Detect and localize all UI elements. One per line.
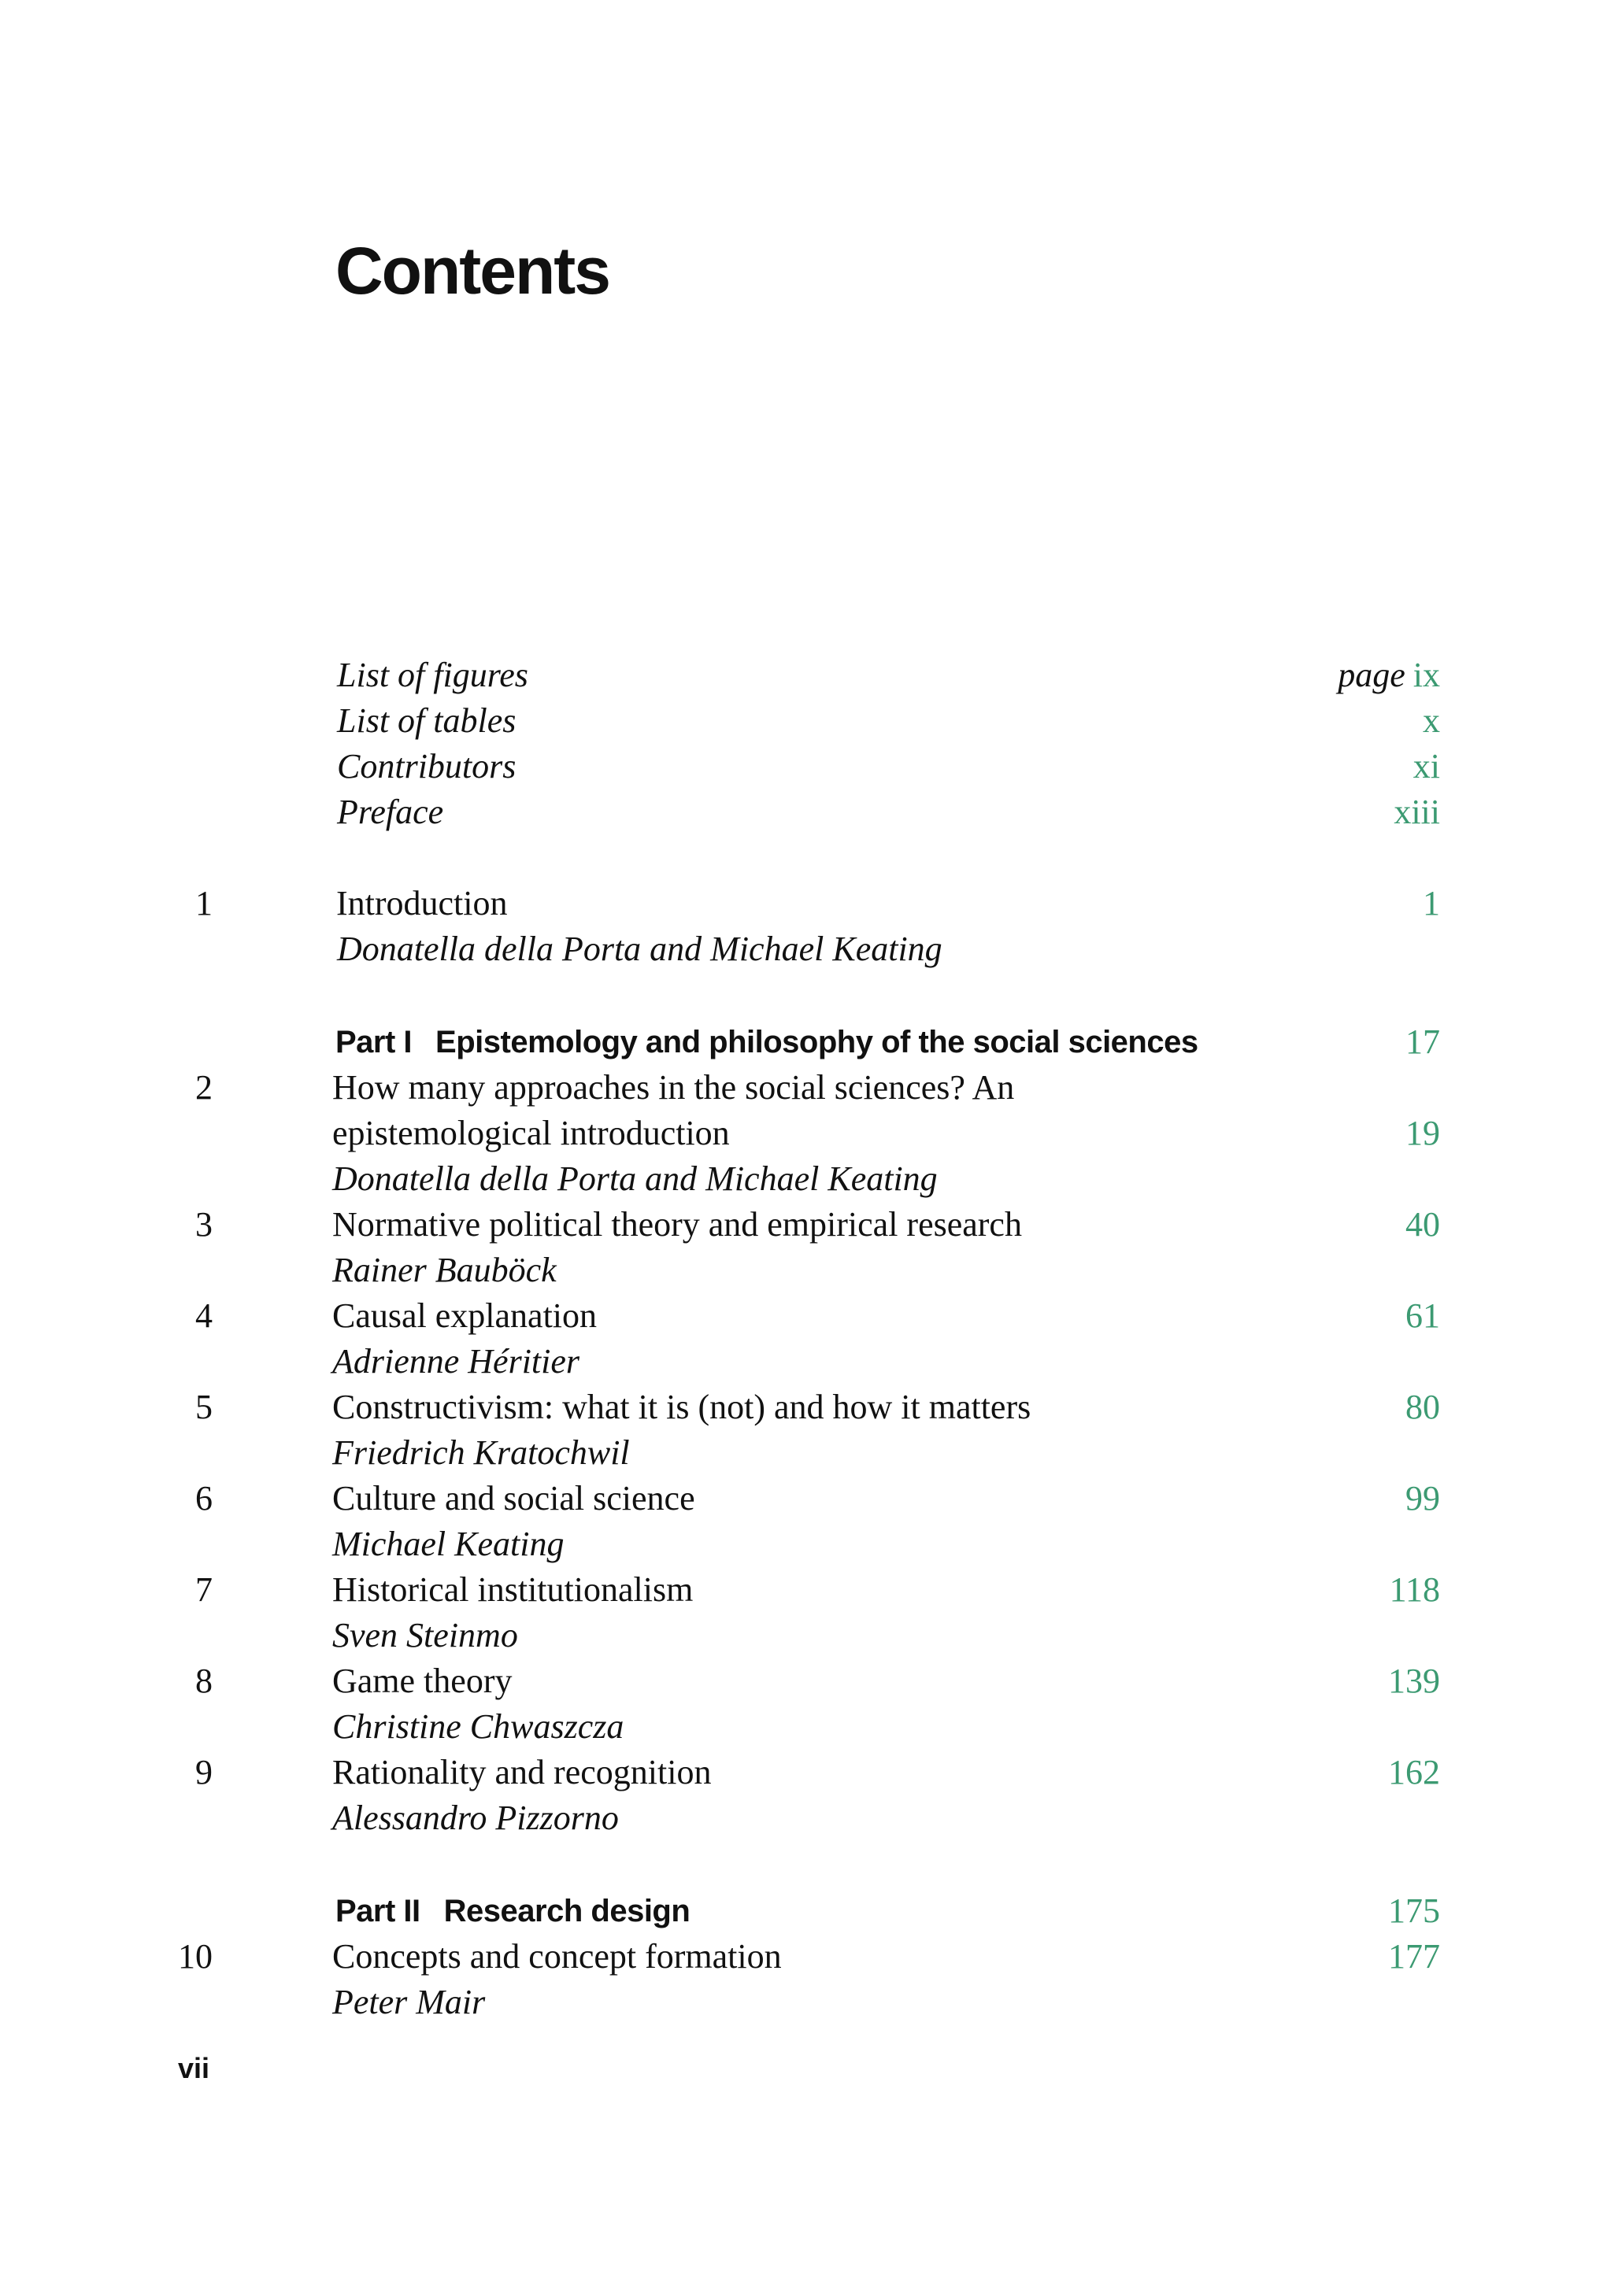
chapter-author: Donatella della Porta and Michael Keating xyxy=(332,1159,938,1198)
chapter-title: Introduction xyxy=(336,884,508,922)
toc-chapter-4[interactable] xyxy=(0,1294,1618,1338)
toc-chapter-5[interactable] xyxy=(0,1385,1618,1429)
chapter-title: Game theory xyxy=(332,1662,513,1700)
toc-chapter-8-author xyxy=(0,1705,1618,1749)
toc-chapter-5-author xyxy=(0,1431,1618,1475)
part-title: Epistemology and philosophy of the social sciences xyxy=(435,1025,1198,1059)
toc-entry-label: List of tables xyxy=(337,701,517,740)
chapter-page: 61 xyxy=(1405,1296,1440,1335)
toc-chapter-10-author xyxy=(0,1980,1618,2024)
toc-chapter-3-author xyxy=(0,1248,1618,1292)
toc-entry-contributors[interactable] xyxy=(0,745,1618,789)
toc-entry-label: List of figures xyxy=(337,656,528,694)
chapter-title-line-1: How many approaches in the social sciences? An xyxy=(332,1068,1015,1107)
page-prefix: page xyxy=(1338,656,1405,694)
toc-part-2[interactable] xyxy=(0,1889,1618,1933)
chapter-title: Rationality and recognition xyxy=(332,1753,712,1791)
page-number: ix xyxy=(1413,656,1440,694)
chapter-page: 40 xyxy=(1405,1205,1440,1244)
chapter-author: Alessandro Pizzorno xyxy=(332,1799,619,1837)
chapter-page: 19 xyxy=(1405,1114,1440,1152)
chapter-author: Sven Steinmo xyxy=(332,1616,518,1655)
toc-chapter-7[interactable] xyxy=(0,1568,1618,1612)
toc-entry-page xyxy=(1338,653,1440,697)
part-number: Part I xyxy=(335,1025,413,1059)
toc-chapter-7-author xyxy=(0,1614,1618,1658)
toc-chapter-1-author xyxy=(0,927,1618,971)
chapter-title: Constructivism: what it is (not) and how it matters xyxy=(332,1388,1031,1426)
chapter-title: Concepts and concept formation xyxy=(332,1937,782,1976)
chapter-author: Donatella della Porta and Michael Keating xyxy=(337,930,942,968)
chapter-author: Christine Chwaszcza xyxy=(332,1707,624,1746)
chapter-number: 8 xyxy=(195,1662,213,1700)
chapter-author: Rainer Bauböck xyxy=(332,1251,557,1289)
chapter-number: 10 xyxy=(178,1937,213,1976)
toc-chapter-3[interactable] xyxy=(0,1203,1618,1247)
chapter-number: 2 xyxy=(195,1068,213,1107)
toc-entry-page: xi xyxy=(1413,747,1440,786)
toc-entry-list-of-figures[interactable] xyxy=(0,653,1618,697)
chapter-title-line-2: epistemological introduction xyxy=(332,1114,730,1152)
chapter-page: 118 xyxy=(1389,1570,1440,1609)
page-title: Contents xyxy=(335,234,609,308)
chapter-title: Historical institutionalism xyxy=(332,1570,694,1609)
chapter-author: Michael Keating xyxy=(332,1525,565,1563)
toc-chapter-2-cont[interactable] xyxy=(0,1111,1618,1155)
toc-chapter-10[interactable] xyxy=(0,1935,1618,1979)
chapter-number: 9 xyxy=(195,1753,213,1791)
part-number: Part II xyxy=(335,1894,420,1928)
toc-entry-label: Contributors xyxy=(337,747,517,786)
chapter-author: Adrienne Héritier xyxy=(332,1342,580,1381)
chapter-number: 1 xyxy=(195,884,213,922)
part-page: 17 xyxy=(1405,1022,1440,1061)
chapter-page: 99 xyxy=(1405,1479,1440,1518)
chapter-page: 139 xyxy=(1388,1662,1440,1700)
toc-chapter-2[interactable] xyxy=(0,1066,1618,1110)
toc-part-1[interactable] xyxy=(0,1020,1618,1064)
chapter-page: 162 xyxy=(1388,1753,1440,1791)
toc-entry-preface[interactable] xyxy=(0,790,1618,834)
toc-entry-page: xiii xyxy=(1394,793,1440,831)
toc-chapter-2-author xyxy=(0,1157,1618,1201)
chapter-number: 7 xyxy=(195,1570,213,1609)
toc-chapter-9[interactable] xyxy=(0,1751,1618,1795)
toc-entry-page: x xyxy=(1423,701,1440,740)
chapter-page: 1 xyxy=(1423,884,1440,922)
chapter-author: Friedrich Kratochwil xyxy=(332,1433,630,1472)
toc-entry-list-of-tables[interactable] xyxy=(0,699,1618,743)
chapter-page: 80 xyxy=(1405,1388,1440,1426)
toc-chapter-4-author xyxy=(0,1340,1618,1384)
toc-chapter-6[interactable] xyxy=(0,1477,1618,1521)
chapter-number: 5 xyxy=(195,1388,213,1426)
part-heading xyxy=(335,1889,690,1933)
part-page: 175 xyxy=(1388,1891,1440,1930)
chapter-number: 4 xyxy=(195,1296,213,1335)
chapter-title: Normative political theory and empirical research xyxy=(332,1205,1022,1244)
toc-entry-label: Preface xyxy=(337,793,444,831)
chapter-title: Culture and social science xyxy=(332,1479,695,1518)
chapter-number: 3 xyxy=(195,1205,213,1244)
chapter-title: Causal explanation xyxy=(332,1296,598,1335)
toc-chapter-9-author xyxy=(0,1796,1618,1840)
part-title: Research design xyxy=(443,1894,691,1928)
toc-chapter-6-author xyxy=(0,1522,1618,1566)
page-folio: vii xyxy=(178,2052,210,2084)
part-heading xyxy=(335,1020,1198,1064)
toc-chapter-8[interactable] xyxy=(0,1659,1618,1703)
chapter-page: 177 xyxy=(1388,1937,1440,1976)
chapter-author: Peter Mair xyxy=(332,1983,486,2021)
toc-chapter-1[interactable] xyxy=(0,882,1618,926)
chapter-number: 6 xyxy=(195,1479,213,1518)
